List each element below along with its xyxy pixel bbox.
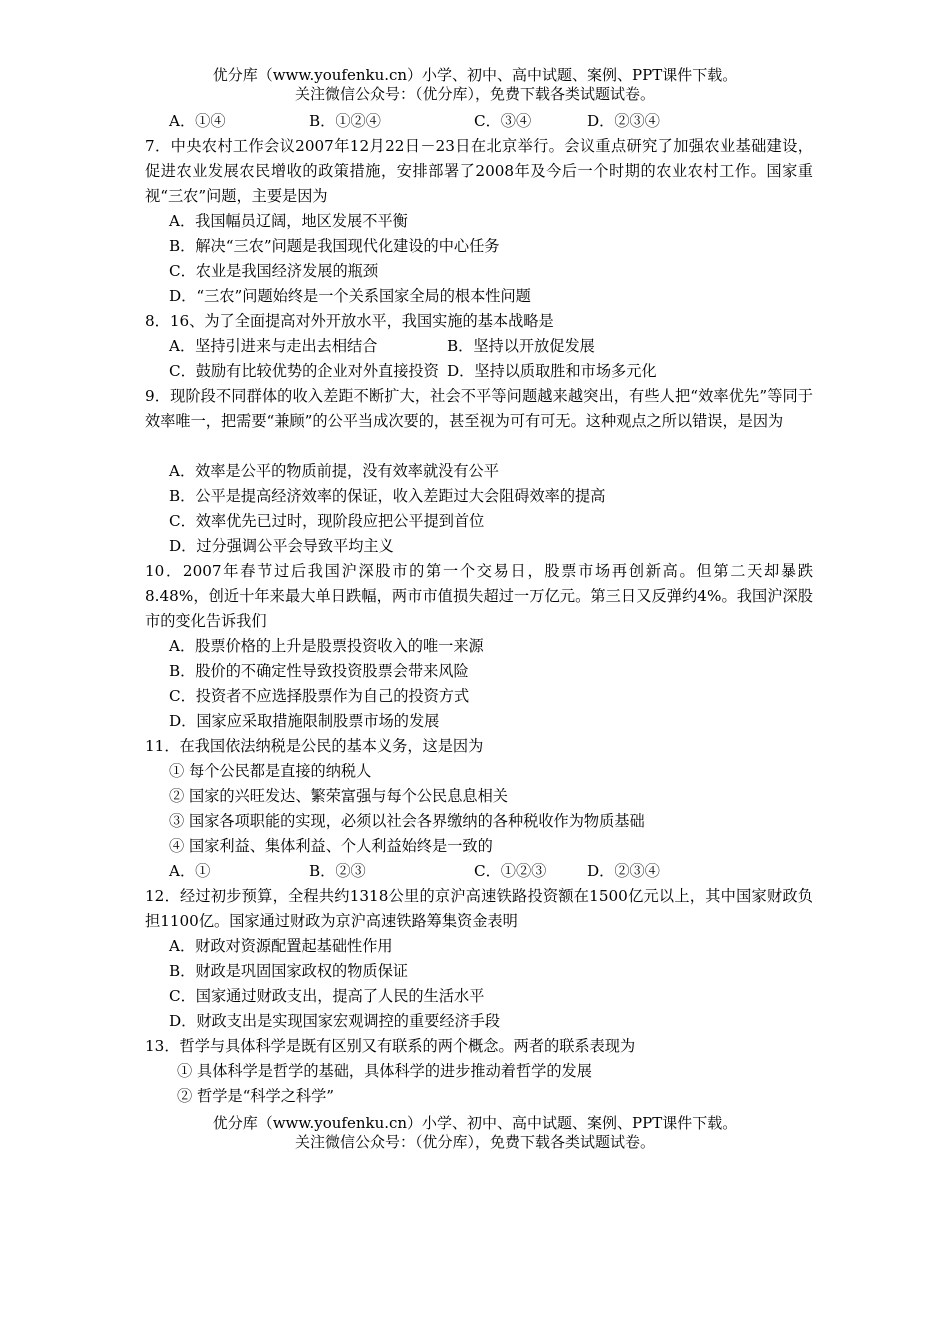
footer-line-1: 优分库（www.youfenku.cn）小学、初中、高中试题、案例、PPT课件下载。: [212, 1114, 738, 1132]
q13-stem: 13．哲学与具体科学是既有区别又有联系的两个概念。两者的联系表现为: [145, 1037, 636, 1055]
q8-option-d: D．坚持以质取胜和市场多元化: [447, 362, 657, 380]
q11-item-2: ② 国家的兴旺发达、繁荣富强与每个公民息息相关: [169, 787, 508, 805]
header-line-2: 关注微信公众号：（优分库），免费下载各类试题试卷。: [294, 85, 655, 103]
q12-option-b: B．财政是巩固国家政权的物质保证: [169, 962, 408, 980]
q9-option-d: D．过分强调公平会导致平均主义: [169, 537, 394, 555]
q11-item-4: ④ 国家利益、集体利益、个人利益始终是一致的: [169, 837, 493, 855]
q13-item-2: ② 哲学是“科学之科学”: [177, 1087, 335, 1105]
q10-option-d: D．国家应采取措施限制股票市场的发展: [169, 712, 440, 730]
page-header: [0, 66, 950, 104]
q11-option-b: B．②③: [309, 862, 366, 880]
question-body: [145, 109, 813, 1109]
q12-option-a: A．财政对资源配置起基础性作用: [169, 937, 393, 955]
q11-item-1: ① 每个公民都是直接的纳税人: [169, 762, 372, 780]
q7-stem: 7．中央农村工作会议2007年12月22日－23日在北京举行。会议重点研究了加强农业基础建设，促进农业发展农民增收的政策措施，安排部署了2008年及今后一个时期的农业农村工作。国家重视“三农”问题，主要是因为: [145, 137, 813, 205]
q8-option-a: A．坚持引进来与走出去相结合: [169, 337, 378, 355]
q7-option-b: B．解决“三农”问题是我国现代化建设的中心任务: [169, 237, 500, 255]
q12-option-c: C．国家通过财政支出，提高了人民的生活水平: [169, 987, 485, 1005]
footer-line-2: 关注微信公众号：（优分库），免费下载各类试题试卷。: [294, 1133, 655, 1151]
q8-options-row-2: [145, 359, 813, 384]
q8-option-c: C．鼓励有比较优势的企业对外直接投资: [169, 362, 439, 380]
q8-options-row-1: [145, 334, 813, 359]
q9-option-c: C．效率优先已过时，现阶段应把公平提到首位: [169, 512, 485, 530]
q11-option-a: A．①: [169, 862, 211, 880]
q6-option-c: C．③④: [474, 112, 532, 130]
q6-option-d: D．②③④: [587, 112, 660, 130]
q7-option-c: C．农业是我国经济发展的瓶颈: [169, 262, 379, 280]
q6-options: [145, 109, 813, 134]
q9-option-a: A．效率是公平的物质前提，没有效率就没有公平: [169, 462, 499, 480]
q8-option-b: B．坚持以开放促发展: [447, 337, 595, 355]
q11-stem: 11．在我国依法纳税是公民的基本义务，这是因为: [145, 737, 484, 755]
q8-stem: 8．16、为了全面提高对外开放水平，我国实施的基本战略是: [145, 312, 554, 330]
q9-option-b: B．公平是提高经济效率的保证，收入差距过大会阻碍效率的提高: [169, 487, 606, 505]
q11-item-3: ③ 国家各项职能的实现，必须以社会各界缴纳的各种税收作为物质基础: [169, 812, 645, 830]
q7-option-a: A．我国幅员辽阔，地区发展不平衡: [169, 212, 408, 230]
q6-option-b: B．①②④: [309, 112, 381, 130]
q10-stem: 10．2007年春节过后我国沪深股市的第一个交易日，股票市场再创新高。但第二天却暴跌8.48%，创近十年来最大单日跌幅，两市市值损失超过一万亿元。第三日又反弹约4%。我国沪深股市的变化告诉我们: [145, 562, 813, 630]
q12-stem: 12．经过初步预算，全程共约1318公里的京沪高速铁路投资额在1500亿元以上，其中国家财政负担1100亿。国家通过财政为京沪高速铁路筹集资金表明: [145, 887, 813, 930]
header-line-1: 优分库（www.youfenku.cn）小学、初中、高中试题、案例、PPT课件下载。: [212, 66, 738, 84]
q10-option-b: B．股价的不确定性导致投资股票会带来风险: [169, 662, 469, 680]
q11-options: [145, 859, 813, 884]
q6-option-a: A．①④: [169, 112, 226, 130]
q9-stem: 9．现阶段不同群体的收入差距不断扩大，社会不平等问题越来越突出，有些人把“效率优先”等同于效率唯一，把需要“兼顾”的公平当成次要的，甚至视为可有可无。这种观点之所以错误，是因为: [145, 387, 813, 430]
q10-option-a: A．股票价格的上升是股票投资收入的唯一来源: [169, 637, 484, 655]
q12-option-d: D．财政支出是实现国家宏观调控的重要经济手段: [169, 1012, 501, 1030]
q13-item-1: ① 具体科学是哲学的基础，具体科学的进步推动着哲学的发展: [177, 1062, 592, 1080]
q11-option-d: D．②③④: [587, 862, 660, 880]
q7-option-d: D．“三农”问题始终是一个关系国家全局的根本性问题: [169, 287, 531, 305]
q11-option-c: C．①②③: [474, 862, 547, 880]
q10-option-c: C．投资者不应选择股票作为自己的投资方式: [169, 687, 470, 705]
page-footer: [0, 1114, 950, 1152]
